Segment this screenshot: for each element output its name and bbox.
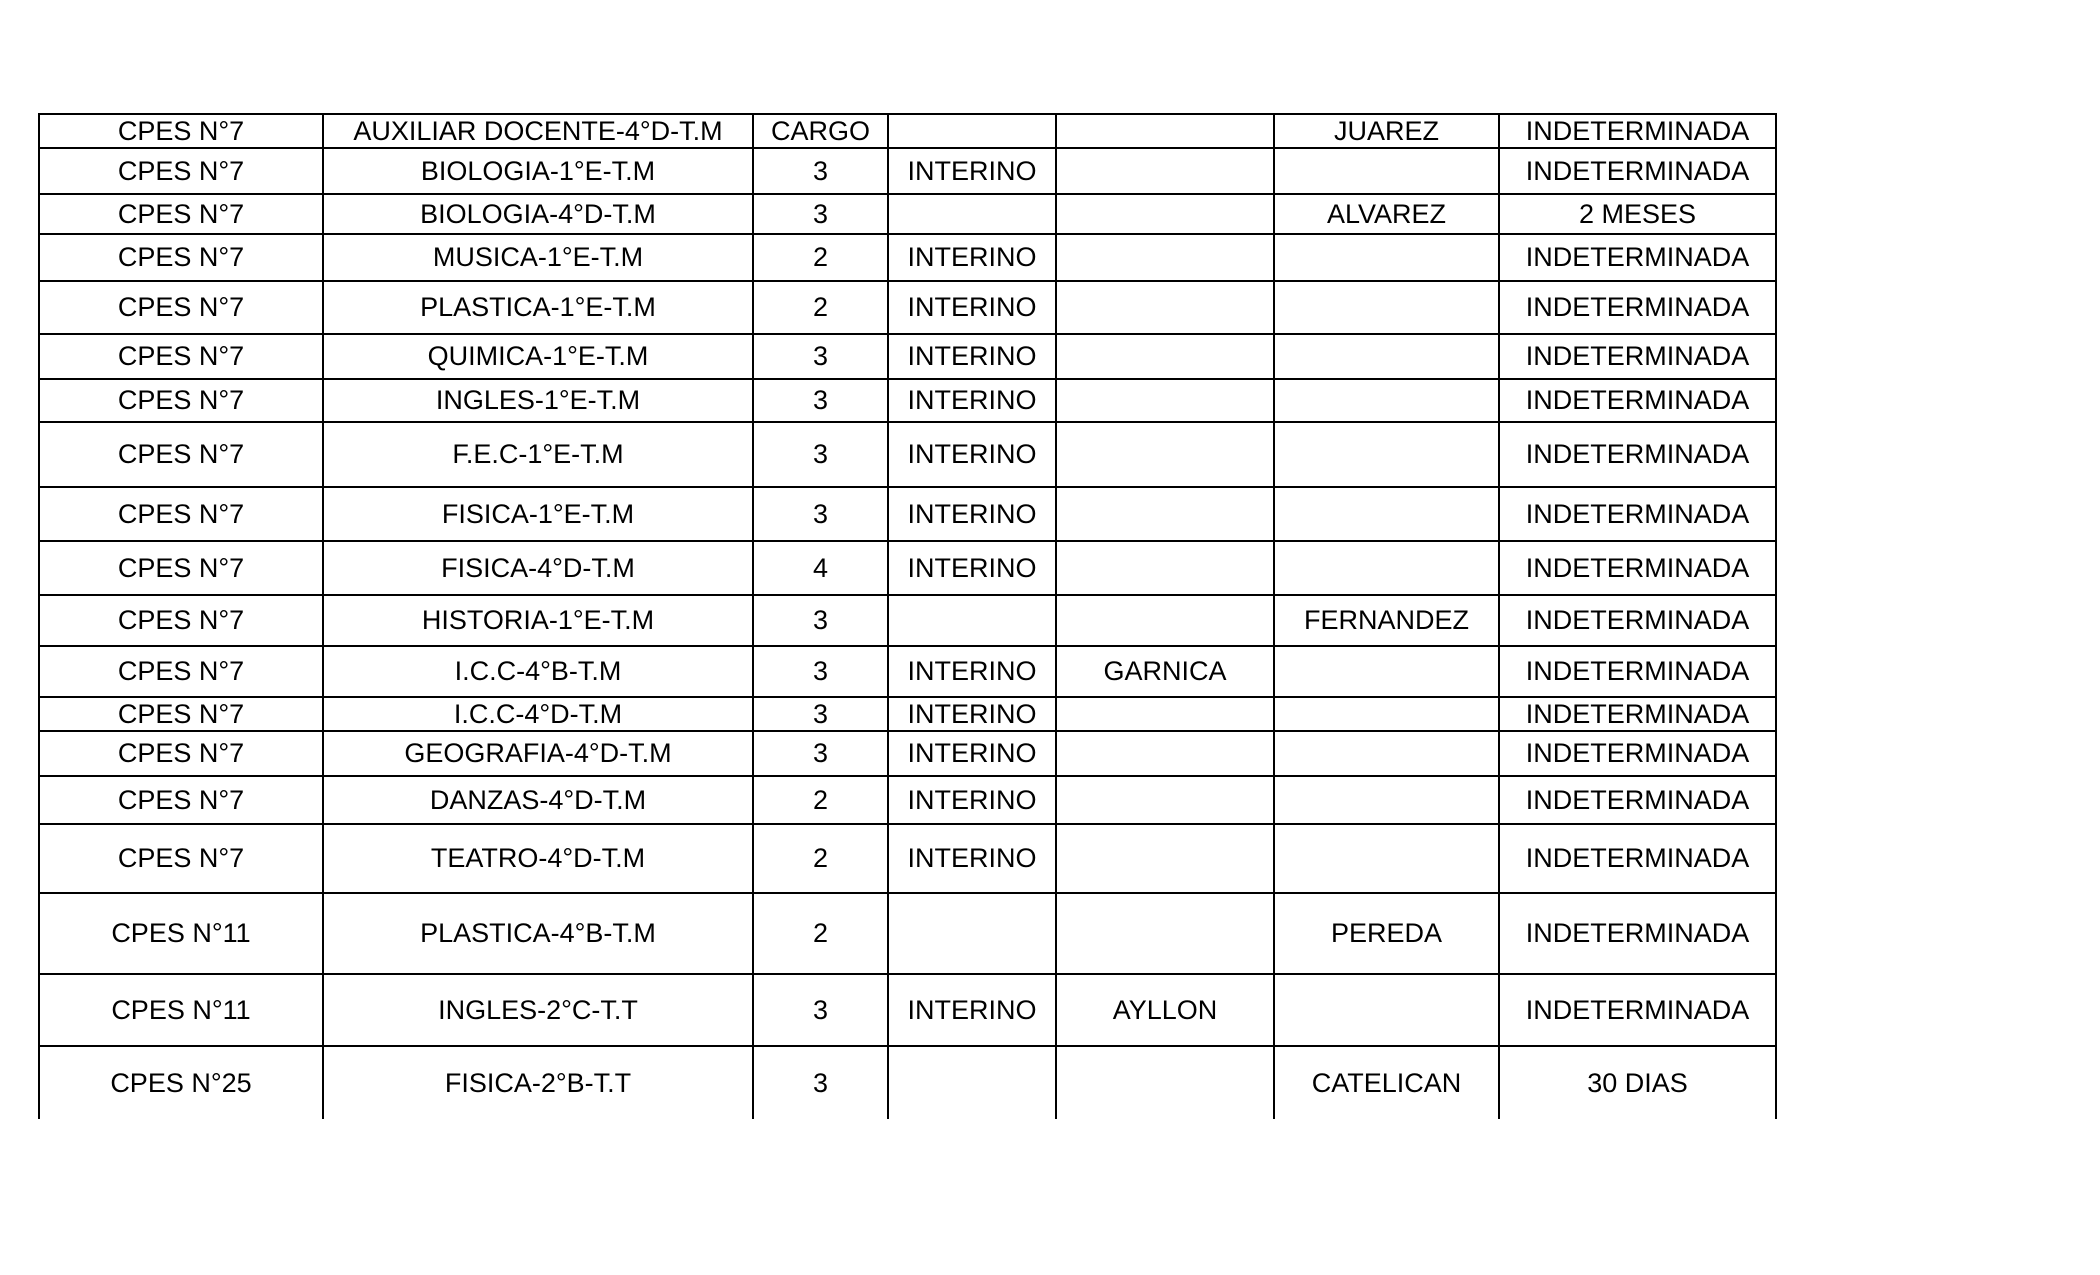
table-row <box>39 697 1776 731</box>
cell-hours: 3 <box>753 422 888 487</box>
table-row <box>39 148 1776 194</box>
cell-school: CPES N°7 <box>39 731 323 776</box>
cell-duration: INDETERMINADA <box>1499 234 1776 281</box>
cell-status: INTERINO <box>888 974 1056 1046</box>
cell-name-a <box>1056 697 1274 731</box>
cell-school: CPES N°7 <box>39 824 323 893</box>
cell-hours: 3 <box>753 595 888 646</box>
cell-school: CPES N°25 <box>39 1046 323 1119</box>
table-row <box>39 541 1776 595</box>
cell-status <box>888 893 1056 974</box>
cell-status: INTERINO <box>888 422 1056 487</box>
cell-name-a <box>1056 194 1274 234</box>
cell-name-b <box>1274 731 1499 776</box>
cell-name-b <box>1274 974 1499 1046</box>
cell-subject: INGLES-2°C-T.T <box>323 974 753 1046</box>
cell-subject: PLASTICA-4°B-T.M <box>323 893 753 974</box>
cell-name-b: FERNANDEZ <box>1274 595 1499 646</box>
cell-hours: 3 <box>753 379 888 422</box>
cell-subject: GEOGRAFIA-4°D-T.M <box>323 731 753 776</box>
cell-status: INTERINO <box>888 234 1056 281</box>
cell-duration: INDETERMINADA <box>1499 114 1776 148</box>
cell-name-b <box>1274 334 1499 379</box>
cell-hours: 3 <box>753 148 888 194</box>
cell-hours: 3 <box>753 646 888 697</box>
cell-hours: 3 <box>753 974 888 1046</box>
cell-hours: 2 <box>753 281 888 334</box>
cell-school: CPES N°7 <box>39 776 323 824</box>
cell-name-b: ALVAREZ <box>1274 194 1499 234</box>
cell-duration: INDETERMINADA <box>1499 893 1776 974</box>
table-row <box>39 281 1776 334</box>
table-row <box>39 234 1776 281</box>
cell-name-a <box>1056 234 1274 281</box>
cell-hours: 2 <box>753 234 888 281</box>
cell-duration: INDETERMINADA <box>1499 731 1776 776</box>
cell-name-a: GARNICA <box>1056 646 1274 697</box>
cell-name-a <box>1056 893 1274 974</box>
table-row <box>39 194 1776 234</box>
cell-subject: I.C.C-4°B-T.M <box>323 646 753 697</box>
cell-subject: AUXILIAR DOCENTE-4°D-T.M <box>323 114 753 148</box>
cell-status: INTERINO <box>888 487 1056 541</box>
cell-subject: F.E.C-1°E-T.M <box>323 422 753 487</box>
cell-name-a: AYLLON <box>1056 974 1274 1046</box>
cell-status: INTERINO <box>888 731 1056 776</box>
cell-name-a <box>1056 422 1274 487</box>
cell-subject: PLASTICA-1°E-T.M <box>323 281 753 334</box>
cell-school: CPES N°7 <box>39 114 323 148</box>
cell-hours: CARGO <box>753 114 888 148</box>
cell-hours: 3 <box>753 731 888 776</box>
cell-name-a <box>1056 776 1274 824</box>
cell-duration: INDETERMINADA <box>1499 646 1776 697</box>
cell-status: INTERINO <box>888 148 1056 194</box>
cell-hours: 3 <box>753 697 888 731</box>
cell-name-a <box>1056 1046 1274 1119</box>
table-row <box>39 974 1776 1046</box>
cell-duration: INDETERMINADA <box>1499 974 1776 1046</box>
cell-hours: 4 <box>753 541 888 595</box>
cell-subject: FISICA-2°B-T.T <box>323 1046 753 1119</box>
cell-duration: 30 DIAS <box>1499 1046 1776 1119</box>
cell-hours: 2 <box>753 824 888 893</box>
cell-status: INTERINO <box>888 379 1056 422</box>
cell-subject: MUSICA-1°E-T.M <box>323 234 753 281</box>
cell-school: CPES N°7 <box>39 194 323 234</box>
cell-name-a <box>1056 281 1274 334</box>
cell-status <box>888 194 1056 234</box>
cell-subject: BIOLOGIA-1°E-T.M <box>323 148 753 194</box>
cell-name-b <box>1274 422 1499 487</box>
cell-school: CPES N°7 <box>39 422 323 487</box>
cell-status: INTERINO <box>888 541 1056 595</box>
table-row <box>39 422 1776 487</box>
cell-duration: INDETERMINADA <box>1499 595 1776 646</box>
cell-duration: INDETERMINADA <box>1499 379 1776 422</box>
cell-name-a <box>1056 824 1274 893</box>
cell-name-b: PEREDA <box>1274 893 1499 974</box>
cell-subject: BIOLOGIA-4°D-T.M <box>323 194 753 234</box>
cell-name-a <box>1056 541 1274 595</box>
cell-duration: INDETERMINADA <box>1499 148 1776 194</box>
cell-duration: INDETERMINADA <box>1499 824 1776 893</box>
cell-school: CPES N°7 <box>39 379 323 422</box>
table-row <box>39 776 1776 824</box>
table-row <box>39 824 1776 893</box>
table-row <box>39 595 1776 646</box>
table-row <box>39 379 1776 422</box>
cell-name-b <box>1274 646 1499 697</box>
cell-school: CPES N°7 <box>39 595 323 646</box>
cell-duration: INDETERMINADA <box>1499 281 1776 334</box>
cell-status: INTERINO <box>888 281 1056 334</box>
cell-school: CPES N°7 <box>39 541 323 595</box>
cell-name-b <box>1274 697 1499 731</box>
cell-status: INTERINO <box>888 824 1056 893</box>
cell-name-a <box>1056 379 1274 422</box>
cell-subject: FISICA-4°D-T.M <box>323 541 753 595</box>
cell-hours: 2 <box>753 893 888 974</box>
cell-subject: I.C.C-4°D-T.M <box>323 697 753 731</box>
cell-subject: QUIMICA-1°E-T.M <box>323 334 753 379</box>
cell-hours: 3 <box>753 1046 888 1119</box>
cell-name-b: JUAREZ <box>1274 114 1499 148</box>
cell-name-a <box>1056 731 1274 776</box>
cell-hours: 3 <box>753 334 888 379</box>
table-row <box>39 487 1776 541</box>
cell-name-b <box>1274 281 1499 334</box>
cell-school: CPES N°7 <box>39 646 323 697</box>
cell-hours: 3 <box>753 194 888 234</box>
cell-school: CPES N°7 <box>39 281 323 334</box>
cell-duration: 2 MESES <box>1499 194 1776 234</box>
cell-subject: HISTORIA-1°E-T.M <box>323 595 753 646</box>
cell-hours: 3 <box>753 487 888 541</box>
cell-name-a <box>1056 148 1274 194</box>
cell-name-b <box>1274 824 1499 893</box>
cell-school: CPES N°7 <box>39 148 323 194</box>
table-row <box>39 114 1776 148</box>
cell-subject: INGLES-1°E-T.M <box>323 379 753 422</box>
cell-status: INTERINO <box>888 334 1056 379</box>
vacancy-table <box>38 113 1777 1119</box>
cell-name-b <box>1274 776 1499 824</box>
cell-school: CPES N°7 <box>39 234 323 281</box>
cell-school: CPES N°7 <box>39 334 323 379</box>
cell-name-a <box>1056 114 1274 148</box>
cell-school: CPES N°7 <box>39 487 323 541</box>
cell-status: INTERINO <box>888 646 1056 697</box>
cell-status: INTERINO <box>888 697 1056 731</box>
cell-duration: INDETERMINADA <box>1499 334 1776 379</box>
cell-name-b <box>1274 487 1499 541</box>
cell-subject: TEATRO-4°D-T.M <box>323 824 753 893</box>
table-row <box>39 1046 1776 1119</box>
cell-name-b <box>1274 234 1499 281</box>
table-row <box>39 334 1776 379</box>
cell-duration: INDETERMINADA <box>1499 541 1776 595</box>
cell-school: CPES N°7 <box>39 697 323 731</box>
cell-subject: DANZAS-4°D-T.M <box>323 776 753 824</box>
cell-name-b: CATELICAN <box>1274 1046 1499 1119</box>
table-row <box>39 646 1776 697</box>
table-row <box>39 731 1776 776</box>
cell-duration: INDETERMINADA <box>1499 697 1776 731</box>
cell-name-b <box>1274 541 1499 595</box>
cell-name-b <box>1274 148 1499 194</box>
cell-status <box>888 595 1056 646</box>
table-row <box>39 893 1776 974</box>
cell-duration: INDETERMINADA <box>1499 422 1776 487</box>
cell-duration: INDETERMINADA <box>1499 776 1776 824</box>
cell-name-b <box>1274 379 1499 422</box>
cell-name-a <box>1056 595 1274 646</box>
cell-hours: 2 <box>753 776 888 824</box>
cell-duration: INDETERMINADA <box>1499 487 1776 541</box>
cell-name-a <box>1056 334 1274 379</box>
cell-subject: FISICA-1°E-T.M <box>323 487 753 541</box>
cell-school: CPES N°11 <box>39 893 323 974</box>
cell-status <box>888 1046 1056 1119</box>
cell-school: CPES N°11 <box>39 974 323 1046</box>
cell-name-a <box>1056 487 1274 541</box>
cell-status: INTERINO <box>888 776 1056 824</box>
cell-status <box>888 114 1056 148</box>
